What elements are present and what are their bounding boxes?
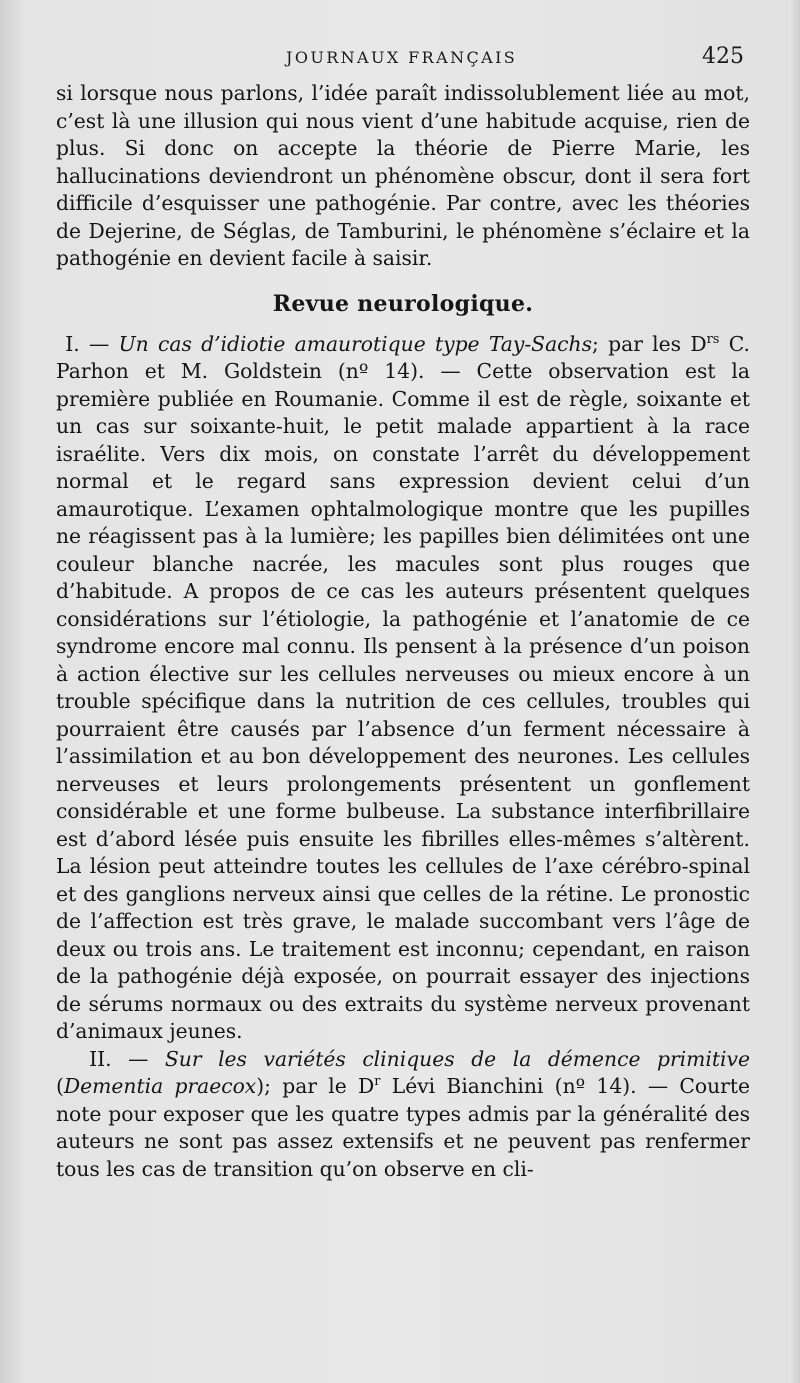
running-title: JOURNAUX FRANÇAIS	[286, 48, 518, 67]
intro-paragraph: si lorsque nous parlons, l’idée paraît indissolublement liée au mot, c’est là une illusion qui nous vient d’une habitude acquise, rien de plus. Si donc on accepte la théorie de Pierre Marie, les hallucinations deviendront un phénomène obscur, dont il sera fort difficile d’esquisser une pathogénie. Par contre, avec les théories de Dejerine, de Séglas, de Tamburini, le phénomène s’éclaire et la pathogénie en devient facile à saisir.	[56, 81, 750, 270]
section-title: Revue neurologique.	[272, 290, 534, 317]
item-byline-prefix: ; par le D	[264, 1074, 375, 1098]
item-byline-sup: rs	[706, 331, 720, 347]
item-title: Sur les variétés cliniques de la démence primitive	[164, 1046, 750, 1071]
review-item-2: II. — Sur les variétés cliniques de la démence primitive (Dementia praecox); par le $D^r$ Lévi Bianchini (nº 14). — Courte note pour exposer que les quatre types admis par la généralité des auteurs ne sont pas assez extensifs et ne peuvent pas renfermer tous les cas de transition qu’on observe en cli-	[56, 1046, 751, 1181]
running-head	[0, 44, 800, 74]
item-title: Un cas d’idiotie amaurotique type Tay-Sachs	[118, 331, 593, 356]
item-byline-sup: r	[374, 1074, 381, 1090]
item-byline-prefix: ; par les D	[592, 331, 707, 356]
item-body: Courte note pour exposer que les quatre types admis par la généralité des auteurs ne sont pas assez extensifs et ne peuvent pas renfermer tous les cas de transition qu’on observe en cli-	[56, 1074, 751, 1181]
item-byline-rest: C. Parhon et M. Goldstein (nº 14). —	[56, 331, 750, 383]
item-dash: —	[111, 1046, 165, 1071]
text-block	[56, 80, 750, 1183]
item-number: II.	[89, 1046, 112, 1071]
item-body: Cette observation est la première publiée en Roumanie. Comme il est de règle, soixante et un cas sur soixante-huit, le petit malade appartient à la race israélite. Vers dix mois, on constate l’arrêt du développement normal et le regard sans expression devient celui d’un amaurotique. L’examen ophtalmologique montre que les pupilles ne réagissent pas à la lumière; les papilles bien délimitées ont une couleur blanche nacrée, les macules sont plus rouges que d’habitude. A propos de ce cas les auteurs présentent quelques considérations sur l’étiologie, la pathogénie et l’anatomie de ce syndrome encore mal connu. Ils pensent à la présence d’un poison à action élective sur les cellules nerveuses ou mieux encore à un trouble spécifique dans la nutrition de ces cellules, troubles qui pourraient être causés par l’absence d’un ferment nécessaire à l’assimilation et au bon développement des neurones. Les cellules nerveuses et leurs prolongements présentent un gonflement considérable et une forme bulbeuse. La substance interfibrillaire est d’abord lésée puis ensuite les fibrilles elles-mêmes s’altèrent. La lésion peut atteindre toutes les cellules de l’axe cérébro-spinal et des ganglions nerveux ainsi que celles de la rétine. Le pronostic de l’affection est très grave, le malade succombant vers l’âge de deux ou trois ans. Le traitement est inconnu; cependant, en raison de la pathogénie déjà exposée, on pourrait essayer des injections de sérums normaux ou des extraits du système nerveux provenant d’animaux jeunes.	[56, 359, 750, 1043]
page-number: 425	[702, 44, 744, 69]
item-byline-rest: Lévi Bianchini (nº 14). —	[380, 1074, 680, 1098]
item-title-paren: Dementia praecox	[63, 1074, 257, 1098]
item-dash: —	[79, 331, 119, 356]
review-item-1	[56, 331, 750, 1046]
item-number: I.	[65, 331, 80, 356]
